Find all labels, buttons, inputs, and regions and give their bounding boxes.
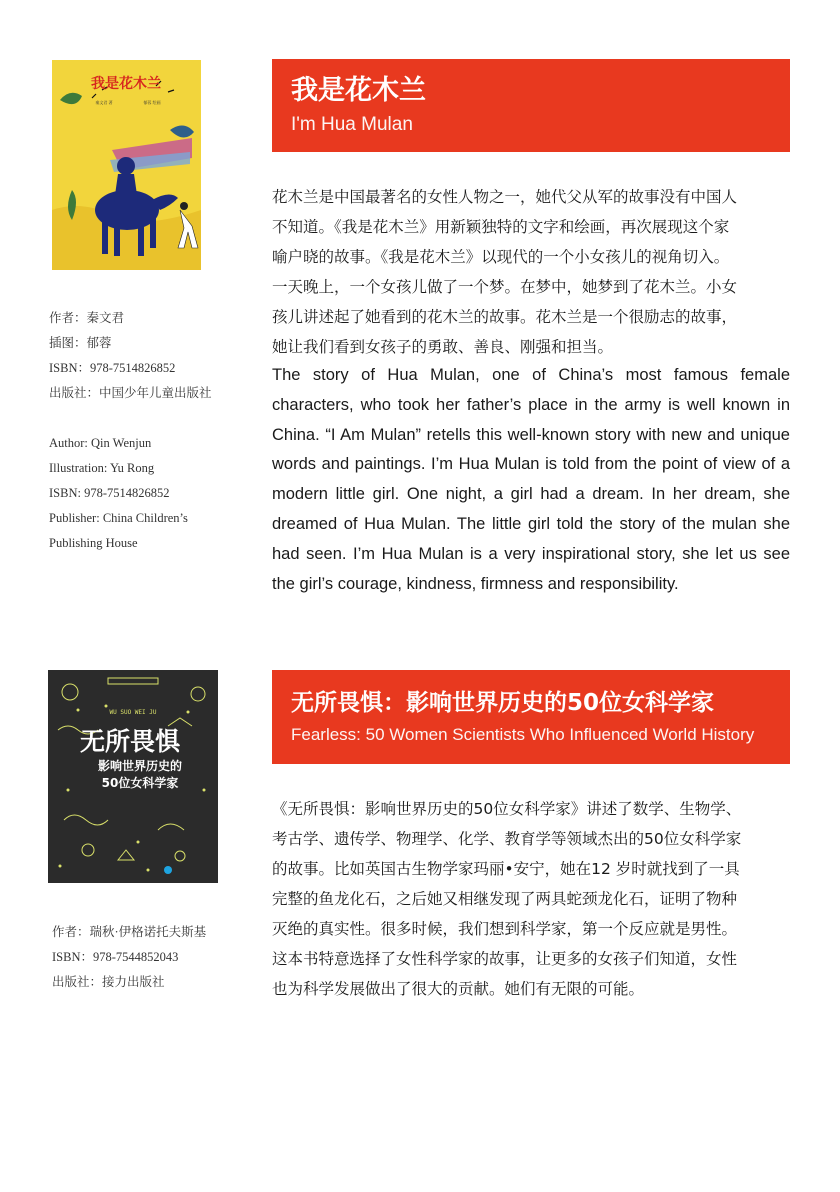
book1-publisher-zh: 出版社：中国少年儿童出版社 [49,386,212,400]
book1-desc-zh-line: 喻户晓的故事。《我是花木兰》以现代的一个小女孩儿的视角切入。 [272,248,730,266]
book1-desc-en-tail: Mulan is a very inspirational story, she let us see the girl’s courage, kindness, firmness and responsibility. [272,544,790,593]
fearless-cover-art [48,670,218,883]
book1-description-zh [272,182,792,362]
book2-title-banner [272,670,790,764]
book1-desc-zh-line: 她让我们看到女孩子的勇敢、善良、刚强和担当。 [272,338,614,356]
book2-title-en: Fearless: 50 Women Scientists Who Influenced World History [291,725,755,744]
book1-isbn-zh: ISBN：978-7514826852 [49,361,176,375]
book1-publisher-en: Publisher: China Children’s [49,511,188,525]
book2-desc-zh-line: 灭绝的真实性。很多时候，我们想到科学家，第一个反应就是男性。 [272,920,738,938]
book2-title-zh: 无所畏惧：影响世界历史的50位女科学家 [291,690,715,716]
book1-meta-en [49,431,188,556]
book2-desc-zh-line: 也为科学发展做出了很大的贡献。她们有无限的可能。 [272,980,645,998]
book2-desc-zh-line: 考古学、遗传学、物理学、化学、教育学等领域杰出的50位女科学家 [272,830,742,848]
book1-illustrator-zh: 插图：郁蓉 [49,336,112,350]
book2-isbn-zh: ISBN：978-7544852043 [52,950,179,964]
mulan-cover-art [52,60,201,270]
svg-text:无所畏惧: 无所畏惧 [79,727,181,756]
book2-desc-zh-line: 这本书特意选择了女性科学家的故事，让更多的女孩子们知道，女性 [272,950,738,968]
svg-text:秦文君 著: 秦文君 著 [95,100,113,105]
book1-description-en [272,361,790,599]
book1-desc-en: The story of Hua Mulan, one of China’s most famous female characters, who took her father’s place in the army is well known in China. “I Am Mulan” retells this well-known story with new and unique words and paintings. I’m Hua Mulan is told from the point of view of a modern little girl. One night, a girl had a dream. In her dream, she dreamed of Hua Mulan. The little girl told the story of the mulan she had seen. I’m Hua [272,366,790,563]
book1-title-en: I'm Hua Mulan [291,114,413,135]
svg-text:影响世界历史的: 影响世界历史的 [97,759,183,773]
book2-meta-zh [52,920,206,995]
book1-author-en: Author: Qin Wenjun [49,436,152,450]
book2-desc-zh-line: 的故事。比如英国古生物学家玛丽•安宁，她在12 岁时就找到了一具 [272,860,740,878]
svg-text:WU SUO WEI JU: WU SUO WEI JU [109,709,157,716]
svg-text:郁蓉 绘画: 郁蓉 绘画 [143,100,161,105]
book1-title-banner [272,59,790,152]
book1-author-zh: 作者：秦文君 [49,311,125,325]
book1-desc-zh-line: 花木兰是中国最著名的女性人物之一，她代父从军的故事没有中国人 [272,188,738,206]
book1-isbn-en: ISBN: 978-7514826852 [49,486,170,500]
svg-text:我是花木兰: 我是花木兰 [91,76,161,92]
book1-desc-zh-line: 不知道。《我是花木兰》用新颖独特的文字和绘画，再次展现这个家 [272,218,730,236]
book2-desc-zh-line: 完整的鱼龙化石，之后她又相继发现了两具蛇颈龙化石，证明了物种 [272,890,738,908]
book1-desc-zh-line: 一天晚上，一个女孩儿做了一个梦。在梦中，她梦到了花木兰。小女 [272,278,738,296]
book2-author-zh: 作者：瑞秋·伊格诺托夫斯基 [52,925,207,939]
book2-publisher-zh: 出版社：接力出版社 [52,975,165,989]
book2-desc-zh-line: 《无所畏惧：影响世界历史的50位女科学家》讲述了数学、生物学、 [272,800,742,818]
book-cover-fearless [48,670,218,883]
book1-desc-zh-line: 孩儿讲述起了她看到的花木兰的故事。花木兰是一个很励志的故事， [272,308,738,326]
book1-title-zh: 我是花木兰 [291,75,426,106]
book1-illustrator-en: Illustration: Yu Rong [49,461,155,475]
book1-publisher-en-cont: Publishing House [49,536,138,550]
book-cover-mulan [52,60,201,270]
book1-meta-zh [49,306,212,406]
svg-text:50位女科学家: 50位女科学家 [101,776,179,790]
book2-description-zh [272,794,792,1004]
